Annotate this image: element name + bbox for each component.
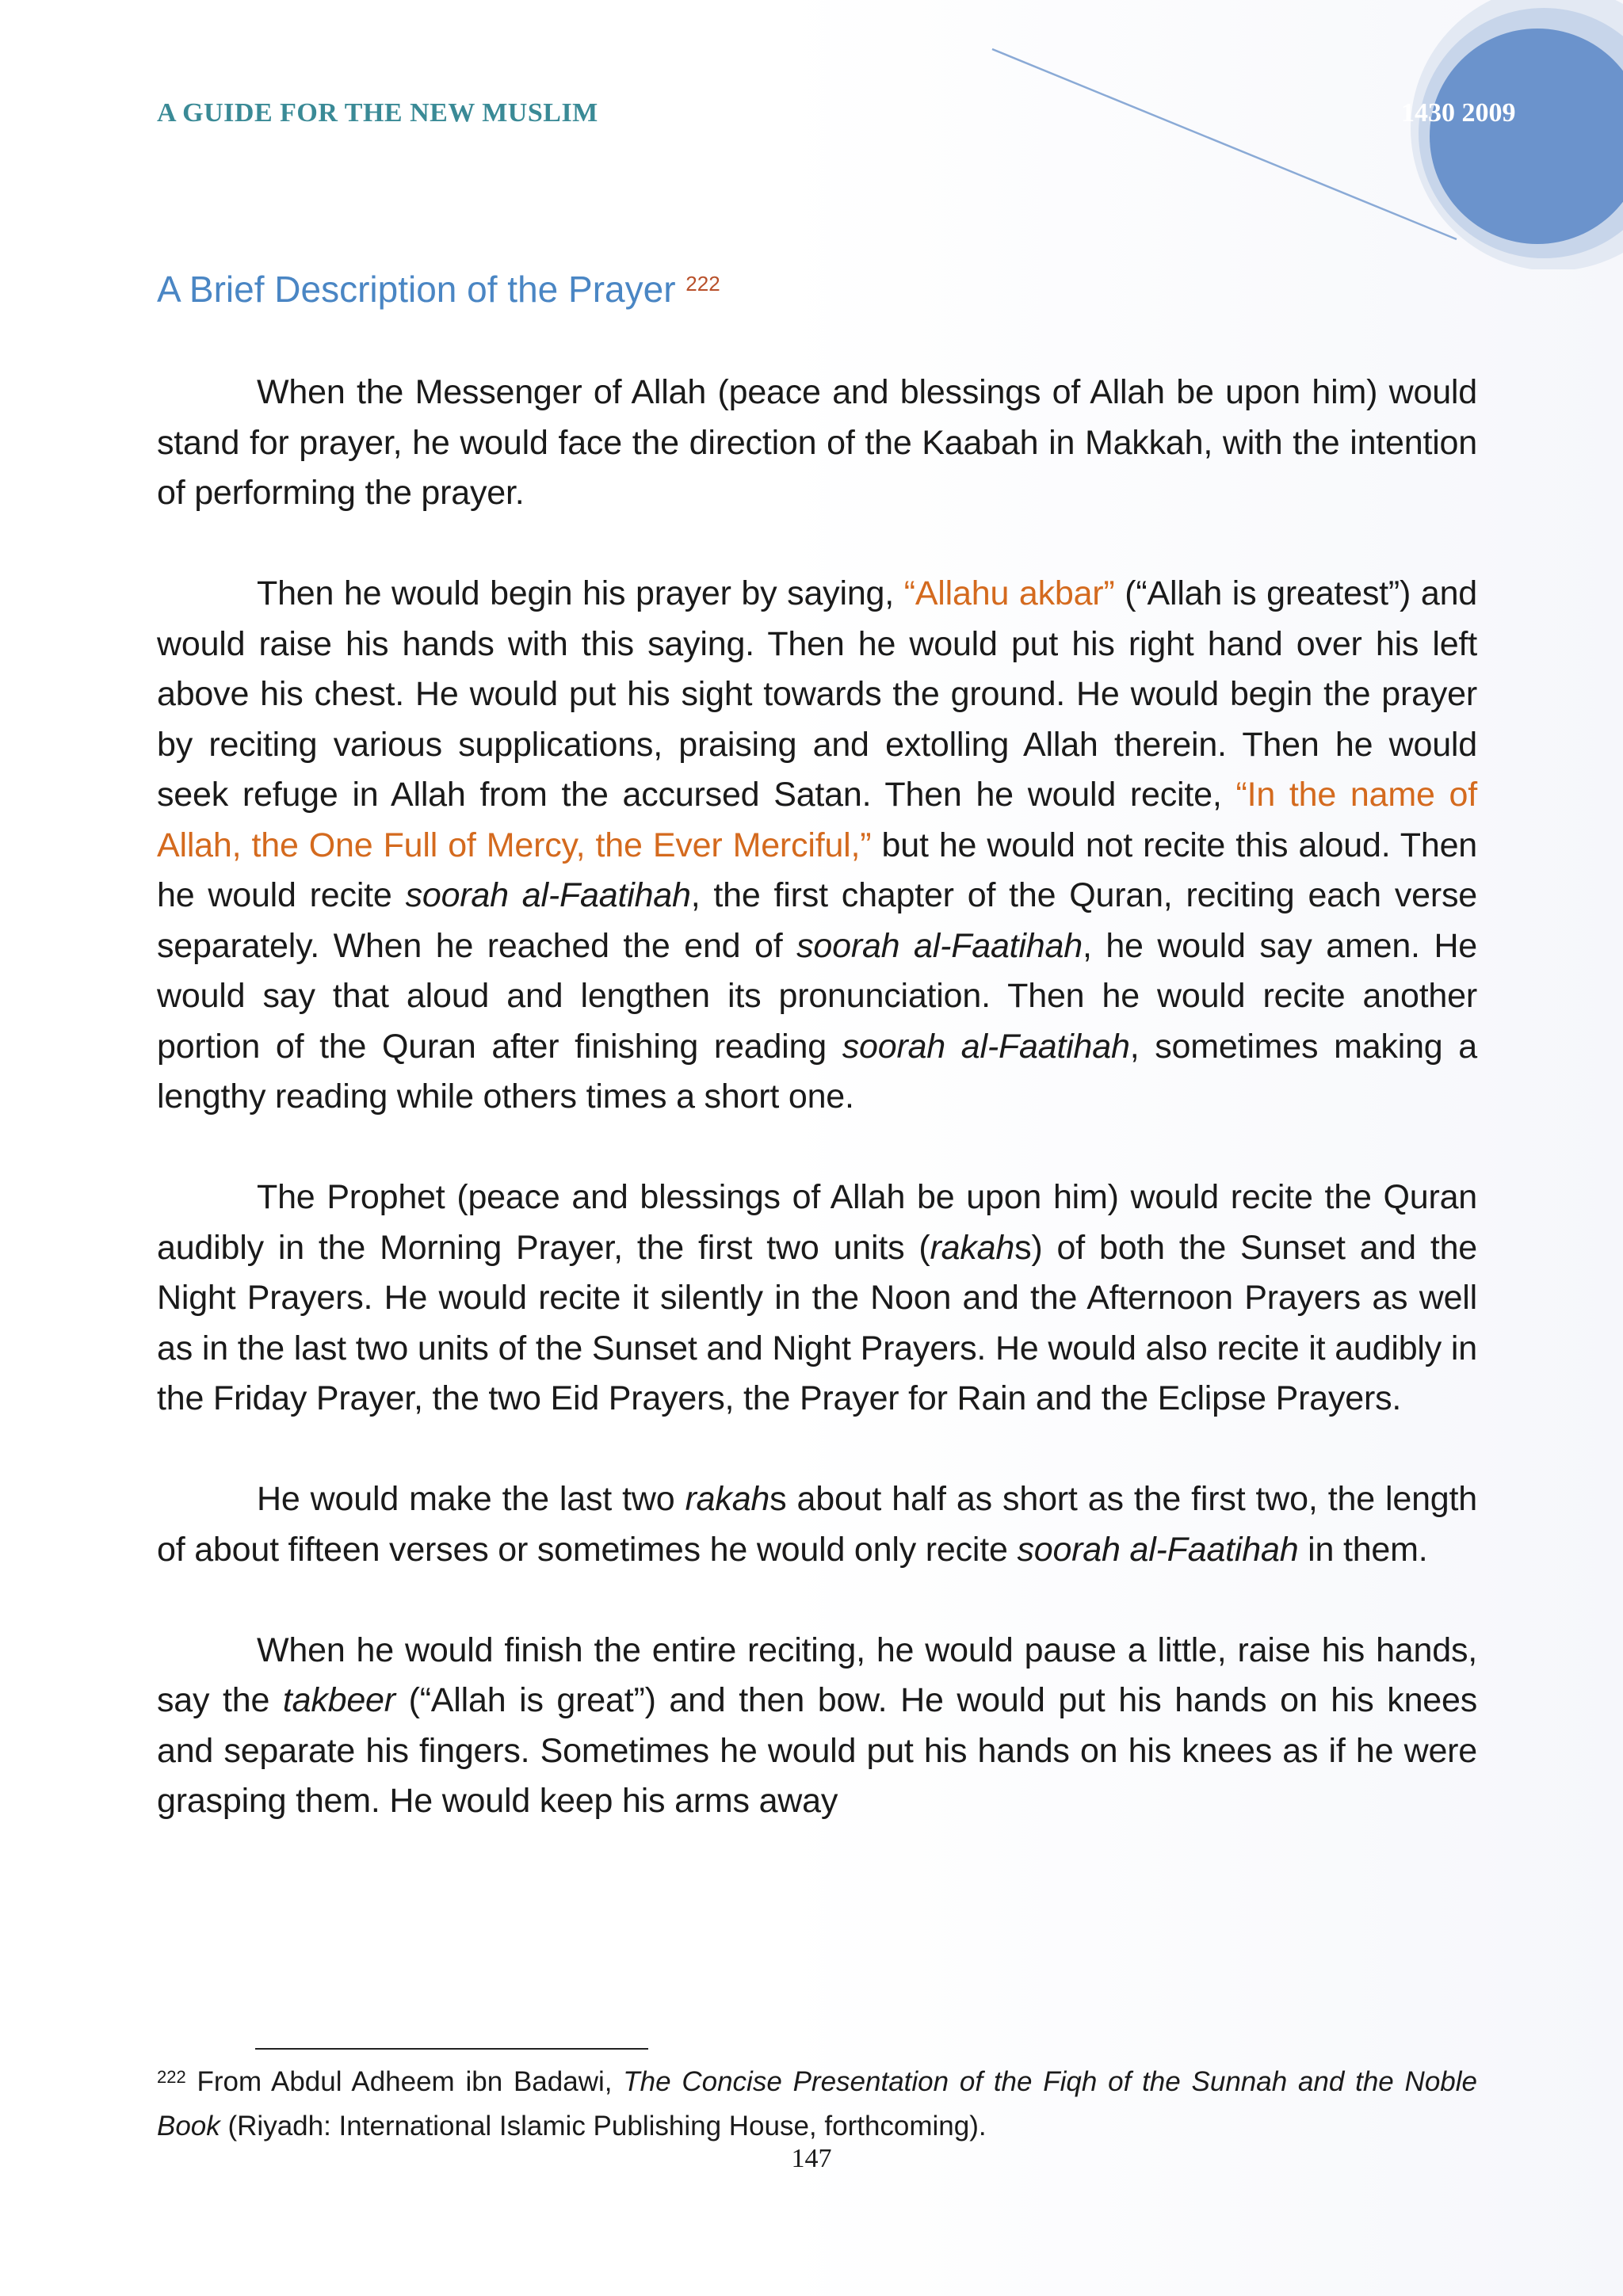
header-year: 1430 2009 — [1401, 98, 1516, 128]
text-run: Then he would begin his prayer by saying, — [257, 574, 904, 612]
running-header-title: A GUIDE FOR THE NEW MUSLIM — [157, 98, 598, 128]
header-circle-decoration — [0, 0, 1623, 269]
footnote — [157, 2061, 1477, 2147]
text-run: , the first chapter of the Quran, reciting each verse separately. When he reached the end of — [157, 876, 1477, 965]
section-title-text: A Brief Description of the Prayer — [157, 269, 676, 310]
italic-term: soorah al-Faatihah — [796, 926, 1083, 965]
highlighted-quote: “In the name of Allah, the One Full of Mercy, the Ever Merciful,” — [157, 776, 1477, 864]
italic-term: takbeer — [282, 1681, 395, 1719]
paragraph — [157, 1474, 1477, 1575]
text-run: (“Allah is great”) and then bow. He would put his hands on his knees and separate his fingers. Sometimes he would put his hands on his knees as if he were grasping them. He would keep his arms away — [157, 1681, 1478, 1820]
text-run: , sometimes making a lengthy reading while others times a short one. — [157, 1027, 1477, 1116]
text-run: The Prophet (peace and blessings of Allah be upon him) would recite the Quran audibly in the Morning Prayer, the first two units ( — [157, 1178, 1477, 1267]
footnote-reference[interactable]: 222 — [685, 272, 720, 296]
text-run: He would make the last two — [257, 1480, 685, 1518]
text-run: but he would not recite this aloud. Then he would recite — [157, 826, 1478, 914]
italic-term: soorah al-Faatihah — [842, 1027, 1130, 1066]
paragraph — [157, 569, 1477, 1123]
footnote-text: From Abdul Adheem ibn Badawi, — [185, 2066, 624, 2097]
footnote-book-title: The Concise Presentation of the Fiqh of the Sunnah and the Noble Book — [157, 2066, 1477, 2142]
highlighted-quote: “Allahu akbar” — [903, 574, 1115, 612]
italic-term: rakah — [685, 1480, 770, 1518]
text-run: s) of both the Sunset and the Night Prayers. He would recite it silently in the Noon and the Afternoon Prayers as well as in the last two units of the Sunset and Night Prayers. He would also recite it audibly in the Friday Prayer, the two Eid Prayers, the Prayer for Rain and the Eclipse Prayers. — [157, 1228, 1478, 1417]
footnote-divider — [255, 2048, 648, 2050]
footnote-number: 222 — [157, 2067, 186, 2087]
page-number: 147 — [791, 2144, 832, 2173]
text-run: in them. — [1298, 1530, 1428, 1569]
body-text — [157, 368, 1477, 1827]
italic-term: soorah al-Faatihah — [1017, 1530, 1299, 1569]
text-run: s about half as short as the first two, the length of about fifteen verses or sometimes he would only recite — [157, 1480, 1477, 1569]
text-run: , he would say amen. He would say that aloud and lengthen its pronunciation. Then he would recite another portion of the Quran after finishing reading — [157, 926, 1478, 1066]
italic-term: soorah al-Faatihah — [405, 876, 691, 914]
paragraph — [157, 1173, 1477, 1425]
section-title — [157, 268, 720, 311]
diagonal-line-decoration — [992, 49, 1457, 239]
text-run: (“Allah is greatest”) and would raise his hands with this saying. Then he would put his right hand over his left above his chest. He would put his sight towards the ground. He would begin the prayer by reciting various supplications, praising and extolling Allah therein. Then he would seek refuge in Allah from the accursed Satan. Then he would recite, — [157, 574, 1477, 814]
footnote-text: (Riyadh: International Islamic Publishing House, forthcoming). — [220, 2111, 987, 2142]
text-run: When he would finish the entire reciting, he would pause a little, raise his hands, say the — [157, 1630, 1477, 1719]
italic-term: rakah — [930, 1228, 1015, 1267]
paragraph — [157, 1626, 1477, 1827]
paragraph: When the Messenger of Allah (peace and blessings of Allah be upon him) would stand for prayer, he would face the direction of the Kaabah in Makkah, with the intention of performing the prayer. — [157, 373, 1477, 512]
